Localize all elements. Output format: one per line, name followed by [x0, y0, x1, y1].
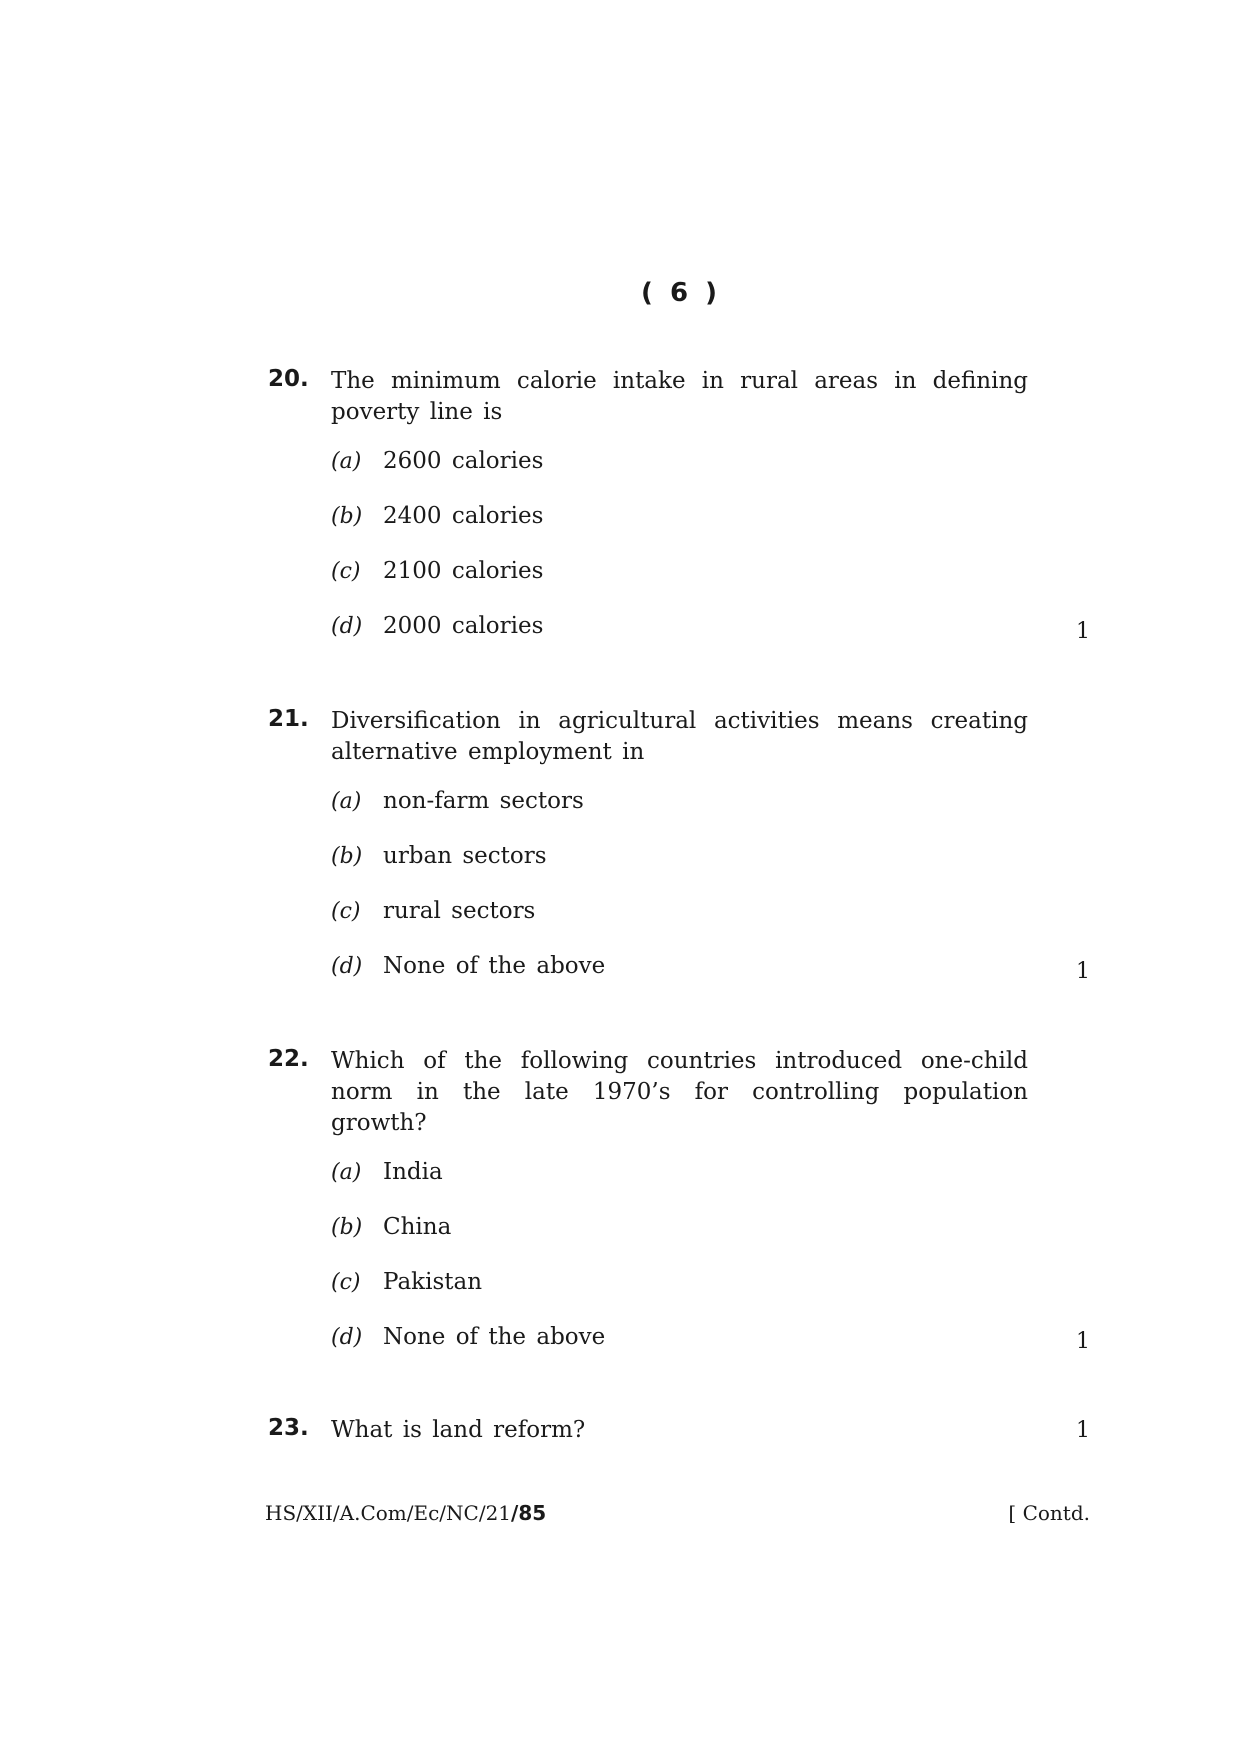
option-text: Pakistan: [383, 1269, 483, 1295]
question-21: [268, 706, 1090, 1006]
option-label: (c): [331, 899, 361, 924]
option-d: [331, 1322, 1090, 1377]
question-text: Diversification in agricultural activities means creating alternative employment in: [331, 708, 1028, 765]
question-23: [268, 1415, 1090, 1446]
option-label: (d): [331, 1325, 363, 1350]
option-label: (d): [331, 954, 363, 979]
option-label: (d): [331, 614, 363, 639]
option-c: [331, 896, 1090, 951]
option-label: (a): [331, 449, 362, 474]
contd-label: [ Contd.: [1008, 1501, 1090, 1525]
option-text: China: [383, 1214, 452, 1240]
options-list: [331, 1157, 1090, 1377]
question-text: The minimum calorie intake in rural areas in defining poverty line is: [331, 368, 1028, 425]
option-b: [331, 841, 1090, 896]
option-label: (c): [331, 559, 361, 584]
option-text: None of the above: [383, 953, 606, 979]
option-a: [331, 786, 1090, 841]
question-22: [268, 1046, 1090, 1377]
question-number: 21.: [268, 706, 309, 732]
option-text: 2100 calories: [383, 558, 544, 584]
question-number: 23.: [268, 1415, 309, 1441]
option-b: [331, 1212, 1090, 1267]
option-text: urban sectors: [383, 843, 547, 869]
options-list: [331, 446, 1090, 666]
marks: 1: [1076, 619, 1090, 644]
option-c: [331, 556, 1090, 611]
option-label: (a): [331, 1160, 362, 1185]
page-number: ( 6 ): [641, 278, 719, 308]
option-text: None of the above: [383, 1324, 606, 1350]
option-d: [331, 611, 1090, 666]
question-20: [268, 366, 1090, 666]
option-label: (b): [331, 1215, 363, 1240]
question-text: Which of the following countries introduced one-child norm in the late 1970’s for controlling population growth?: [331, 1048, 1028, 1136]
option-label: (c): [331, 1270, 361, 1295]
option-b: [331, 501, 1090, 556]
option-text: 2000 calories: [383, 613, 544, 639]
option-label: (b): [331, 844, 363, 869]
question-text: What is land reform?: [331, 1417, 586, 1443]
option-label: (b): [331, 504, 363, 529]
paper-code-prefix: HS/XII/A.Com/Ec/NC/21: [265, 1501, 512, 1525]
paper-code: [265, 1499, 546, 1527]
option-d: [331, 951, 1090, 1006]
question-number: 22.: [268, 1046, 309, 1072]
option-c: [331, 1267, 1090, 1322]
option-text: 2600 calories: [383, 448, 544, 474]
options-list: [331, 786, 1090, 1006]
question-number: 20.: [268, 366, 309, 392]
paper-code-suffix: /85: [511, 1501, 547, 1525]
option-a: [331, 446, 1090, 501]
marks: 1: [1076, 1418, 1090, 1443]
option-label: (a): [331, 789, 362, 814]
option-text: India: [383, 1159, 443, 1185]
option-text: rural sectors: [383, 898, 536, 924]
option-text: 2400 calories: [383, 503, 544, 529]
option-a: [331, 1157, 1090, 1212]
marks: 1: [1076, 1329, 1090, 1354]
option-text: non-farm sectors: [383, 788, 584, 814]
marks: 1: [1076, 959, 1090, 984]
